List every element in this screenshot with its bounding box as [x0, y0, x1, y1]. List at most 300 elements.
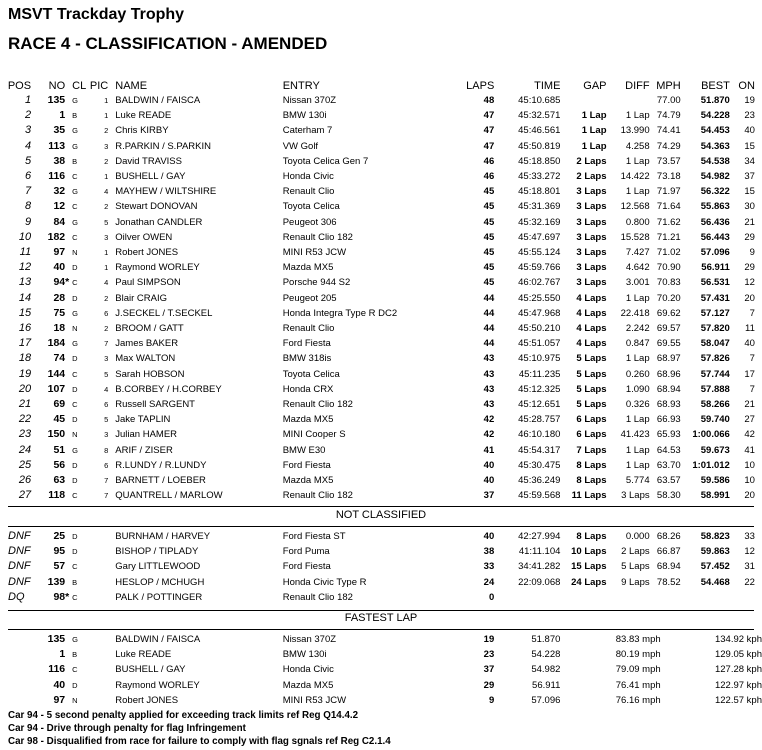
time-cell: 45:10.975: [518, 353, 561, 365]
fastest-lap-heading: FASTEST LAP: [344, 612, 418, 624]
entry-cell: Renault Clio: [282, 186, 335, 198]
mph-cell: 77.00: [656, 95, 681, 106]
spacer: [89, 662, 108, 677]
entry-cell: Ford Fiesta ST: [282, 531, 346, 542]
entry-cell: Ford Fiesta: [282, 561, 331, 573]
car-number-cell: 144: [47, 367, 66, 380]
spacer: [108, 412, 115, 427]
spacer: [108, 678, 115, 693]
mph-cell: 71.02: [656, 247, 681, 259]
diff-cell: [607, 590, 650, 605]
not-classified-row: [0, 575, 762, 590]
penalty-marker: [65, 336, 72, 351]
best-on-lap-cell: 15: [744, 186, 755, 198]
best-lap-cell: 57.431: [700, 292, 730, 304]
class-cell: N: [72, 430, 78, 440]
car-number-cell: 35: [53, 124, 66, 137]
laps-cell: 42: [483, 414, 495, 426]
laps-cell: 43: [483, 383, 495, 395]
car-number-cell: 84: [53, 215, 66, 228]
position-cell: 21: [18, 398, 32, 411]
pic-cell: 7: [104, 339, 109, 349]
gap-cell: [560, 93, 606, 108]
driver-name-cell: Raymond WORLEY: [115, 679, 200, 691]
mph-cell: 65.93: [656, 429, 681, 441]
result-row: [0, 458, 762, 473]
spacer: [755, 458, 762, 473]
lap-time-cell: 54.982: [531, 664, 561, 676]
result-row: [0, 230, 762, 245]
time-cell: 45:30.475: [518, 459, 561, 471]
mph-cell: 69.55: [656, 338, 681, 350]
result-row: [0, 306, 762, 321]
class-cell: G: [72, 126, 79, 136]
time-cell: 45:32.571: [518, 110, 561, 122]
event-title: MSVT Trackday Trophy: [8, 6, 185, 23]
col-header-diff: DIFF: [625, 80, 650, 92]
driver-name-cell: B.CORBEY / H.CORBEY: [115, 383, 222, 395]
penalty-marker: [65, 382, 72, 397]
mph-cell: 68.97: [656, 353, 681, 365]
position-cell: 13: [18, 276, 32, 289]
position-cell: 5: [24, 154, 32, 167]
laps-cell: 47: [483, 110, 495, 122]
diff-cell: 1 Lap: [625, 444, 650, 456]
time-cell: 45:47.697: [518, 231, 561, 243]
spacer: [0, 647, 31, 662]
time-cell: 45:18.850: [518, 155, 561, 167]
pic-cell: 5: [104, 369, 109, 379]
laps-cell: 43: [483, 353, 495, 365]
driver-name-cell: Oilver OWEN: [115, 231, 173, 243]
entry-cell: Renault Clio 182: [282, 399, 353, 411]
time-cell: 45:50.210: [518, 323, 561, 335]
mph-cell: 64.53: [656, 444, 681, 456]
class-cell: B: [72, 577, 78, 587]
position-cell: 2: [24, 109, 32, 122]
position-cell: 26: [18, 474, 32, 487]
speed-kph-cell: 129.05 kph: [714, 649, 762, 661]
time-cell: 45:50.819: [518, 140, 561, 152]
pic-cell: 3: [104, 141, 109, 151]
class-cell: D: [72, 293, 78, 303]
position-cell: 10: [18, 230, 32, 243]
entry-cell: Honda Civic: [282, 664, 334, 676]
entry-cell: Toyota Celica: [282, 201, 340, 213]
driver-name-cell: BUSHELL / GAY: [115, 664, 186, 676]
gap-cell: 1 Lap: [581, 125, 607, 137]
position-cell: 6: [24, 170, 32, 183]
laps-cell: 47: [483, 140, 495, 152]
gap-cell: 2 Laps: [576, 155, 607, 167]
time-cell: 45:25.550: [518, 292, 561, 304]
car-number-cell: 56: [53, 458, 66, 471]
spacer: [108, 245, 115, 260]
spacer: [755, 397, 762, 412]
spacer: [755, 575, 762, 590]
pic-cell: 2: [104, 126, 109, 136]
result-row: [0, 108, 762, 123]
section-divider: [8, 526, 754, 527]
class-cell: G: [72, 445, 79, 455]
best-on-lap-cell: 12: [744, 546, 755, 558]
diff-cell: 0.000: [625, 531, 650, 542]
laps-cell: 44: [483, 307, 495, 319]
result-row: [0, 154, 762, 169]
spacer: [31, 93, 38, 108]
lap-number-cell: 9: [488, 694, 495, 706]
best-on-lap-cell: 30: [744, 201, 755, 213]
mph-cell: 68.94: [656, 561, 681, 573]
gap-cell: 15 Laps: [571, 561, 607, 573]
gap-cell: 5 Laps: [576, 353, 607, 365]
penalty-marker: [65, 529, 72, 544]
time-cell: 45:11.235: [518, 368, 561, 380]
entry-cell: Peugeot 306: [282, 216, 337, 228]
time-cell: 45:12.325: [518, 383, 561, 395]
spacer: [89, 647, 108, 662]
time-cell: 45:10.685: [518, 95, 561, 106]
col-header-mph: MPH: [656, 80, 681, 92]
diff-cell: 1 Lap: [625, 292, 650, 304]
mph-cell: 71.62: [656, 216, 681, 228]
penalty-marker: [65, 559, 72, 574]
mph-cell: 74.79: [656, 110, 681, 122]
spacer: [31, 473, 38, 488]
driver-name-cell: R.LUNDY / R.LUNDY: [115, 459, 207, 471]
result-row: [0, 321, 762, 336]
col-header-name: NAME: [115, 80, 148, 92]
class-cell: B: [72, 111, 78, 121]
class-cell: D: [72, 384, 78, 394]
position-cell: 24: [18, 443, 32, 456]
laps-cell: 45: [483, 231, 495, 243]
class-cell: G: [72, 217, 79, 227]
gap-cell: 4 Laps: [576, 323, 607, 335]
section-divider: [8, 506, 754, 507]
result-row: [0, 139, 762, 154]
best-on-lap-cell: 29: [744, 231, 755, 243]
time-cell: 46:10.180: [518, 429, 561, 441]
gap-cell: 6 Laps: [576, 414, 607, 426]
section-divider: [8, 610, 754, 611]
pic-cell: 2: [104, 293, 109, 303]
entry-cell: Caterham 7: [282, 125, 333, 137]
driver-name-cell: Blair CRAIG: [115, 292, 167, 304]
car-number-cell: 135: [47, 94, 66, 106]
speed-kph-cell: 122.97 kph: [714, 679, 762, 691]
pic-cell: 4: [104, 187, 109, 197]
diff-cell: 4.642: [625, 262, 650, 274]
spacer: [108, 154, 115, 169]
gap-cell: 8 Laps: [576, 531, 607, 542]
time-cell: 42:27.994: [518, 531, 561, 542]
entry-cell: Honda Integra Type R DC2: [282, 307, 398, 319]
position-cell: 19: [18, 367, 32, 380]
car-number-cell: 113: [48, 139, 66, 152]
class-cell: B: [72, 650, 78, 660]
best-lap-cell: 59.673: [700, 444, 730, 456]
best-lap-cell: 51.870: [700, 95, 730, 106]
spacer: [31, 412, 38, 427]
entry-cell: Nissan 370Z: [282, 95, 337, 106]
class-cell: D: [72, 547, 78, 557]
time-cell: 45:32.169: [518, 216, 561, 228]
class-cell: C: [72, 369, 78, 379]
penalty-marker: [65, 443, 72, 458]
car-number-cell: 18: [53, 322, 66, 335]
best-lap-cell: 56.436: [700, 216, 730, 228]
best-on-lap-cell: [730, 590, 755, 605]
best-lap-cell: 57.744: [700, 368, 730, 380]
penalty-marker: [65, 575, 72, 590]
car-number-cell: 184: [47, 337, 66, 350]
position-cell: 9: [24, 215, 32, 228]
entry-cell: Porsche 944 S2: [282, 277, 351, 289]
car-number-cell: 135: [47, 633, 66, 645]
spacer: [65, 647, 72, 662]
penalty-marker: [65, 169, 72, 184]
entry-cell: Toyota Celica Gen 7: [282, 155, 369, 167]
result-row: [0, 169, 762, 184]
spacer: [65, 678, 72, 693]
best-lap-cell: 58.266: [700, 399, 730, 411]
car-number-cell: 107: [47, 382, 66, 395]
pic-cell: 6: [104, 308, 109, 318]
result-row: [0, 123, 762, 138]
diff-cell: 2 Laps: [621, 546, 650, 558]
penalty-marker: [65, 139, 72, 154]
section-divider: [8, 629, 754, 630]
fastest-lap-row: [0, 693, 762, 708]
driver-name-cell: BISHOP / TIPLADY: [115, 546, 199, 558]
laps-cell: 44: [483, 323, 495, 335]
result-row: [0, 336, 762, 351]
driver-name-cell: James BAKER: [115, 338, 179, 350]
entry-cell: Ford Fiesta: [282, 459, 331, 471]
gap-cell: 1 Lap: [581, 110, 607, 122]
laps-cell: 37: [483, 490, 495, 502]
entry-cell: Honda Civic: [282, 171, 334, 183]
spacer: [108, 108, 115, 123]
speed-kph-cell: 127.28 kph: [714, 664, 762, 676]
spacer: [755, 199, 762, 214]
result-row: [0, 275, 762, 290]
car-number-cell: 1: [59, 648, 66, 661]
car-number-cell: 32: [53, 185, 66, 198]
best-on-lap-cell: 40: [744, 338, 755, 350]
result-row: [0, 382, 762, 397]
laps-cell: 24: [483, 576, 495, 588]
best-lap-cell: 54.538: [700, 155, 730, 167]
spacer: [0, 678, 31, 693]
car-number-cell: 116: [48, 170, 66, 183]
car-number-cell: 75: [53, 306, 66, 319]
penalty-marker: [65, 397, 72, 412]
best-lap-cell: 56.322: [700, 186, 730, 198]
spacer: [755, 184, 762, 199]
entry-cell: BMW 318is: [282, 353, 332, 365]
position-cell: 16: [18, 322, 32, 335]
car-number-cell: 95: [53, 545, 66, 558]
spacer: [0, 693, 31, 708]
driver-name-cell: PALK / POTTINGER: [115, 591, 203, 603]
best-on-lap-cell: 37: [744, 171, 755, 183]
col-header-time: TIME: [534, 80, 561, 92]
time-cell: 45:33.272: [518, 171, 561, 183]
spacer: [108, 693, 115, 708]
spacer: [108, 559, 115, 574]
entry-cell: BMW 130i: [282, 110, 327, 122]
diff-cell: 22.418: [620, 307, 650, 319]
gap-cell: 2 Laps: [576, 171, 607, 183]
entry-cell: VW Golf: [282, 140, 319, 152]
result-row: [0, 215, 762, 230]
laps-cell: 43: [483, 399, 495, 411]
spacer: [108, 321, 115, 336]
spacer: [108, 458, 115, 473]
best-on-lap-cell: 22: [744, 576, 755, 588]
laps-cell: 42: [483, 429, 495, 441]
diff-cell: 0.326: [625, 399, 650, 411]
diff-cell: 0.800: [625, 216, 650, 228]
result-row: [0, 488, 762, 503]
spacer: [755, 544, 762, 559]
driver-name-cell: Russell SARGENT: [115, 399, 195, 411]
spacer: [65, 693, 72, 708]
penalty-marker: [65, 108, 72, 123]
result-row: [0, 199, 762, 214]
spacer: [108, 123, 115, 138]
entry-cell: BMW E30: [282, 444, 326, 456]
spacer: [31, 443, 38, 458]
spacer: [755, 123, 762, 138]
best-on-lap-cell: 21: [744, 216, 755, 228]
entry-cell: MINI R53 JCW: [282, 247, 347, 259]
gap-cell: 5 Laps: [576, 368, 607, 380]
class-cell: C: [72, 491, 78, 501]
best-lap-cell: 58.047: [700, 338, 730, 350]
speed-mph-cell: 83.83 mph: [615, 634, 661, 645]
result-row: [0, 93, 762, 108]
spacer: [755, 169, 762, 184]
best-lap-cell: 59.863: [700, 546, 730, 558]
time-cell: 46:02.767: [518, 277, 561, 289]
gap-cell: 3 Laps: [576, 201, 607, 213]
spacer: [108, 93, 115, 108]
laps-cell: 45: [483, 247, 495, 259]
driver-name-cell: MAYHEW / WILTSHIRE: [115, 186, 217, 198]
best-lap-cell: [681, 590, 730, 605]
time-cell: 45:31.369: [518, 201, 561, 213]
position-cell: 18: [18, 352, 32, 365]
best-on-lap-cell: 27: [744, 414, 755, 426]
laps-cell: 46: [483, 155, 495, 167]
pic-cell: 7: [104, 491, 109, 501]
best-lap-cell: 58.991: [700, 490, 730, 502]
entry-cell: Mazda MX5: [282, 262, 334, 274]
best-lap-cell: 59.740: [700, 414, 730, 426]
spacer: [31, 678, 38, 693]
entry-cell: Ford Fiesta: [282, 338, 331, 350]
diff-cell: 1 Lap: [625, 353, 650, 365]
status-cell: DNF: [8, 575, 31, 588]
best-lap-cell: 54.453: [700, 125, 730, 137]
gap-cell: 11 Laps: [571, 490, 607, 502]
gap-cell: 4 Laps: [576, 307, 607, 319]
position-cell: 8: [24, 200, 32, 213]
gap-cell: 3 Laps: [576, 262, 607, 274]
driver-name-cell: R.PARKIN / S.PARKIN: [115, 140, 211, 152]
gap-cell: 8 Laps: [576, 475, 607, 487]
lap-number-cell: 37: [483, 664, 495, 676]
car-number-cell: 40: [53, 678, 66, 691]
mph-cell: 74.41: [656, 125, 681, 137]
class-cell: N: [72, 248, 78, 258]
speed-mph-cell: 79.09 mph: [615, 664, 661, 676]
best-lap-cell: 56.531: [700, 277, 730, 289]
class-cell: G: [72, 96, 79, 105]
time-cell: 45:47.968: [518, 307, 561, 319]
pic-cell: 2: [104, 324, 109, 334]
class-cell: G: [72, 308, 79, 318]
driver-name-cell: Sarah HOBSON: [115, 368, 185, 380]
spacer: [755, 488, 762, 503]
pic-cell: 8: [104, 445, 109, 455]
best-on-lap-cell: 23: [744, 110, 755, 122]
gap-cell: 24 Laps: [571, 576, 607, 588]
best-on-lap-cell: 34: [744, 155, 755, 167]
class-cell: G: [72, 339, 79, 349]
car-number-cell: 150: [47, 428, 66, 441]
spacer: [31, 306, 38, 321]
entry-cell: Renault Clio 182: [282, 591, 353, 603]
mph-cell: 70.90: [656, 262, 681, 274]
best-on-lap-cell: 31: [744, 561, 755, 573]
spacer: [31, 559, 38, 574]
spacer: [755, 306, 762, 321]
spacer: [89, 575, 108, 590]
position-cell: 4: [24, 139, 32, 152]
spacer: [31, 397, 38, 412]
speed-mph-cell: 80.19 mph: [615, 649, 661, 661]
car-number-cell: 51: [53, 443, 66, 456]
mph-cell: 66.87: [656, 546, 681, 558]
spacer: [31, 230, 38, 245]
penalty-marker: [65, 544, 72, 559]
entry-cell: Mazda MX5: [282, 679, 334, 691]
spacer: [755, 260, 762, 275]
class-cell: C: [72, 665, 78, 675]
pic-cell: 3: [104, 354, 109, 364]
lap-time-cell: 56.911: [532, 679, 561, 691]
fastest-lap-row: [0, 632, 762, 647]
class-cell: D: [72, 415, 78, 425]
laps-cell: 45: [483, 186, 495, 198]
best-on-lap-cell: 7: [749, 307, 755, 319]
gap-cell: 7 Laps: [576, 444, 607, 456]
spacer: [108, 367, 115, 382]
mph-cell: 70.83: [656, 277, 681, 289]
result-row: [0, 397, 762, 412]
position-cell: 20: [18, 382, 32, 395]
spacer: [89, 632, 108, 647]
gap-cell: 6 Laps: [576, 429, 607, 441]
spacer: [31, 336, 38, 351]
best-on-lap-cell: 40: [744, 125, 755, 137]
diff-cell: [607, 93, 650, 108]
laps-cell: 46: [483, 171, 495, 183]
